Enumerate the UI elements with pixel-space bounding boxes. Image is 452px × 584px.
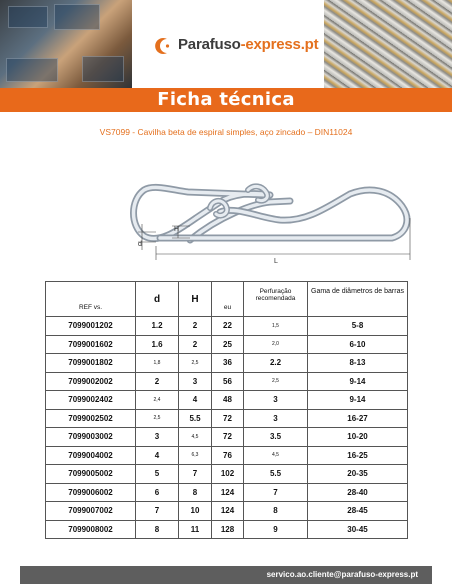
cell-d: 5 bbox=[136, 465, 179, 484]
cell-d: 4 bbox=[136, 446, 179, 465]
page-footer bbox=[20, 566, 432, 584]
cell-h: 8 bbox=[179, 483, 212, 502]
header-perforation-line1: Perfuração bbox=[259, 288, 292, 295]
cell-h: 2,5 bbox=[179, 354, 212, 373]
cell-perforation: 9 bbox=[244, 520, 308, 539]
cell-ref: 7099002502 bbox=[46, 409, 136, 428]
header-ref: REF vs. bbox=[46, 282, 136, 317]
cell-bar-range: 8-13 bbox=[308, 354, 408, 373]
cell-perforation: 3 bbox=[244, 391, 308, 410]
cell-perforation: 2,0 bbox=[244, 335, 308, 354]
brand-name-main: Parafuso bbox=[178, 36, 241, 53]
cell-bar-range: 16-25 bbox=[308, 446, 408, 465]
header-perforation-line2: recomendada bbox=[255, 295, 296, 302]
cell-d: 2 bbox=[136, 372, 179, 391]
cell-perforation: 3 bbox=[244, 409, 308, 428]
table-row bbox=[46, 391, 408, 410]
banner-title: Ficha técnica bbox=[157, 89, 295, 110]
cell-perforation: 4,5 bbox=[244, 446, 308, 465]
cell-bar-range: 30-45 bbox=[308, 520, 408, 539]
cell-d: 8 bbox=[136, 520, 179, 539]
table-header-row bbox=[46, 282, 408, 317]
cell-ref: 7099002402 bbox=[46, 391, 136, 410]
cell-perforation: 5.5 bbox=[244, 465, 308, 484]
cell-ref: 7099001202 bbox=[46, 317, 136, 336]
cell-eu: 48 bbox=[212, 391, 244, 410]
cell-h: 6,3 bbox=[179, 446, 212, 465]
cell-ref: 7099008002 bbox=[46, 520, 136, 539]
cell-bar-range: 16-27 bbox=[308, 409, 408, 428]
cell-h: 2 bbox=[179, 335, 212, 354]
table-row bbox=[46, 335, 408, 354]
cell-eu: 72 bbox=[212, 428, 244, 447]
table-row bbox=[46, 446, 408, 465]
cell-eu: 76 bbox=[212, 446, 244, 465]
header-perforation bbox=[244, 282, 308, 317]
cell-h: 10 bbox=[179, 502, 212, 521]
table-row bbox=[46, 317, 408, 336]
page-header bbox=[0, 0, 452, 88]
cell-d: 1,8 bbox=[136, 354, 179, 373]
cell-eu: 22 bbox=[212, 317, 244, 336]
cell-d: 6 bbox=[136, 483, 179, 502]
dimension-label-d: d bbox=[138, 241, 142, 248]
cell-ref: 7099003002 bbox=[46, 428, 136, 447]
cotter-pin-drawing bbox=[120, 160, 420, 270]
table-row bbox=[46, 354, 408, 373]
cell-bar-range: 9-14 bbox=[308, 391, 408, 410]
cell-bar-range: 5-8 bbox=[308, 317, 408, 336]
cell-d: 2,4 bbox=[136, 391, 179, 410]
cell-bar-range: 20-35 bbox=[308, 465, 408, 484]
cell-d: 1.2 bbox=[136, 317, 179, 336]
cell-h: 4 bbox=[179, 391, 212, 410]
title-banner bbox=[0, 88, 452, 112]
screws-photo bbox=[324, 0, 452, 88]
cell-h: 7 bbox=[179, 465, 212, 484]
cell-ref: 7099004002 bbox=[46, 446, 136, 465]
cell-perforation: 3.5 bbox=[244, 428, 308, 447]
cell-perforation: 2,5 bbox=[244, 372, 308, 391]
cell-eu: 72 bbox=[212, 409, 244, 428]
cell-bar-range: 6-10 bbox=[308, 335, 408, 354]
cell-perforation: 1,5 bbox=[244, 317, 308, 336]
cell-eu: 124 bbox=[212, 502, 244, 521]
table-row bbox=[46, 502, 408, 521]
cell-h: 4,5 bbox=[179, 428, 212, 447]
cell-perforation: 8 bbox=[244, 502, 308, 521]
table-row bbox=[46, 372, 408, 391]
cell-ref: 7099005002 bbox=[46, 465, 136, 484]
cell-bar-range: 10-20 bbox=[308, 428, 408, 447]
cell-h: 11 bbox=[179, 520, 212, 539]
cell-d: 1.6 bbox=[136, 335, 179, 354]
table-row bbox=[46, 483, 408, 502]
brand-logo[interactable] bbox=[132, 0, 324, 88]
crescent-logo-icon bbox=[154, 36, 174, 56]
table-row bbox=[46, 409, 408, 428]
cell-d: 2,5 bbox=[136, 409, 179, 428]
cell-bar-range: 28-45 bbox=[308, 502, 408, 521]
cell-eu: 128 bbox=[212, 520, 244, 539]
cell-eu: 36 bbox=[212, 354, 244, 373]
spec-table bbox=[45, 281, 408, 539]
cell-h: 5.5 bbox=[179, 409, 212, 428]
cell-ref: 7099001802 bbox=[46, 354, 136, 373]
header-eu: eu bbox=[212, 282, 244, 317]
cell-eu: 25 bbox=[212, 335, 244, 354]
header-bar-range: Gama de diâmetros de barras bbox=[308, 282, 408, 317]
customer-service-email-link[interactable]: servico.ao.cliente@parafuso-express.pt bbox=[266, 570, 418, 579]
cell-eu: 56 bbox=[212, 372, 244, 391]
cell-ref: 7099007002 bbox=[46, 502, 136, 521]
cell-h: 3 bbox=[179, 372, 212, 391]
cell-eu: 124 bbox=[212, 483, 244, 502]
dimension-label-l: L bbox=[274, 258, 278, 265]
cell-bar-range: 28-40 bbox=[308, 483, 408, 502]
product-title: VS7099 - Cavilha beta de espiral simples, aço zincado – DIN11024 bbox=[99, 127, 353, 137]
cell-h: 2 bbox=[179, 317, 212, 336]
cell-perforation: 7 bbox=[244, 483, 308, 502]
cell-ref: 7099001602 bbox=[46, 335, 136, 354]
header-h: H bbox=[179, 282, 212, 317]
dimension-label-h: H bbox=[174, 226, 180, 233]
brand-name-suffix: -express.pt bbox=[240, 36, 319, 53]
cell-d: 3 bbox=[136, 428, 179, 447]
cell-ref: 7099006002 bbox=[46, 483, 136, 502]
brand-name bbox=[178, 36, 318, 53]
cell-perforation: 2.2 bbox=[244, 354, 308, 373]
cell-ref: 7099002002 bbox=[46, 372, 136, 391]
cell-d: 7 bbox=[136, 502, 179, 521]
cell-eu: 102 bbox=[212, 465, 244, 484]
table-row bbox=[46, 520, 408, 539]
cell-bar-range: 9-14 bbox=[308, 372, 408, 391]
header-d: d bbox=[136, 282, 179, 317]
table-row bbox=[46, 465, 408, 484]
table-row bbox=[46, 428, 408, 447]
workbench-photo bbox=[0, 0, 132, 88]
